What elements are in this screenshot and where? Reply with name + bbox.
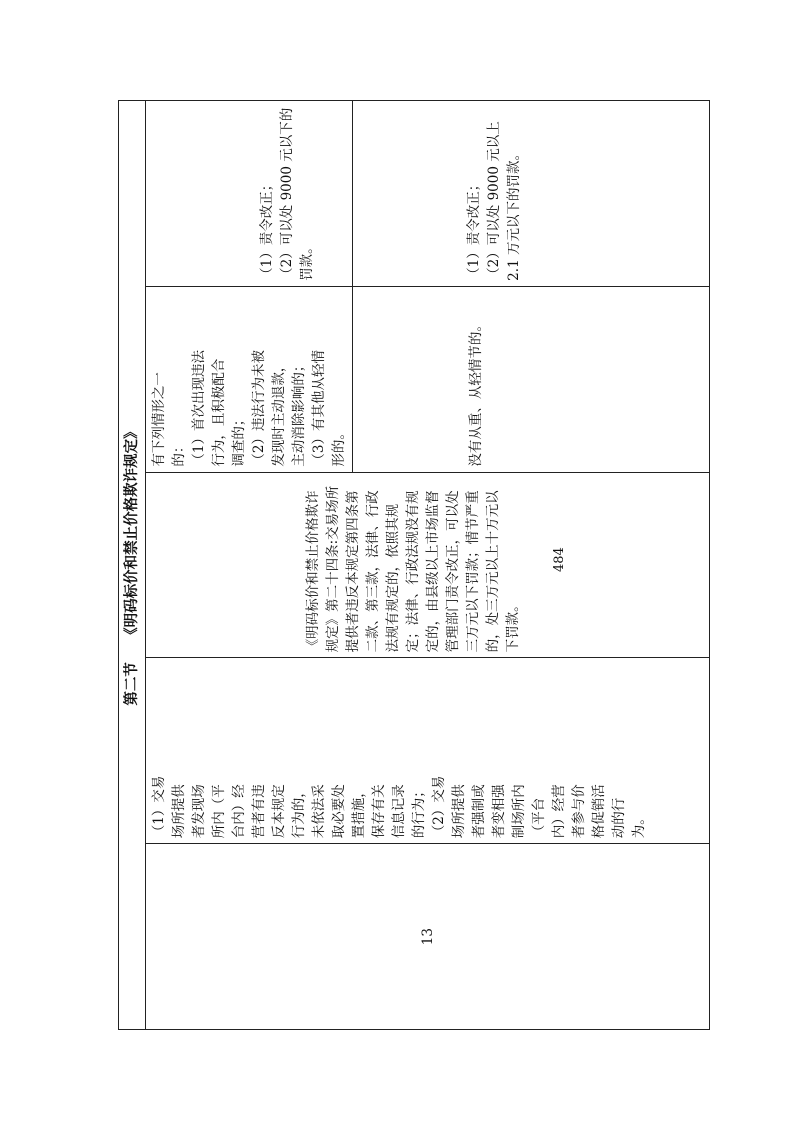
- legal-basis-cell: [146, 472, 710, 658]
- act-line: 者变相强: [491, 784, 507, 839]
- act-line: 保存有关: [371, 784, 387, 839]
- section-title-cell: [119, 101, 146, 1030]
- act-line: 场所提供: [171, 784, 187, 839]
- act-line: 信息记录: [391, 784, 407, 839]
- act-line: 未依法采: [311, 784, 327, 839]
- condition-line: 的：: [171, 439, 187, 467]
- section-header-row: [119, 101, 146, 1030]
- act-line: 场所提供: [451, 784, 467, 839]
- act-line: 制场所内: [511, 784, 527, 839]
- condition-text: 没有从重、从轻情节的。: [468, 318, 484, 467]
- row-number: 13: [146, 844, 710, 1030]
- condition-line: 有下列情形之一: [151, 372, 167, 467]
- act-line: 为。: [631, 811, 647, 839]
- act-line: 台内）经: [231, 784, 247, 839]
- condition-line: 主动消除影响的；: [291, 358, 307, 467]
- act-line: （2）交易: [431, 775, 447, 839]
- condition-line: （2）违法行为未被: [251, 350, 267, 467]
- rotated-page-content: [118, 100, 700, 1030]
- penalty-standard-table: [118, 100, 710, 1030]
- page-number: 484: [552, 547, 567, 572]
- act-line: 格促销活: [591, 784, 607, 839]
- condition-line: 形的。: [331, 426, 347, 467]
- condition-line: （3）有其他从轻情: [311, 350, 327, 467]
- legal-basis-text: 《明码标价和禁止价格欺诈规定》第二十四条:交易场所提供者违反本规定第四条第二款、第三款，法律、行政法规有规定的，依照其规定；法律、行政法规没有规定的，由县级以上市场监督管理部门责令改正，可以处三万元以下罚款；情节严重的，处三万元以上十万元以下罚款。: [305, 485, 521, 653]
- condition-line: 调查的；: [231, 412, 247, 467]
- section-label: 第二节: [124, 662, 140, 706]
- penalty-line: （1）责令改正；: [466, 177, 482, 281]
- penalty-line: （1）责令改正；: [259, 177, 275, 281]
- penalty-line: （2）可以处 9000 元以上 2.1 万元以下的罚款。: [486, 121, 522, 281]
- table-row: [146, 101, 353, 1030]
- light-condition-cell: [146, 286, 353, 472]
- penalty-line: （2）可以处 9000 元以下的罚款。: [279, 107, 315, 281]
- act-line: 反本规定: [271, 784, 287, 839]
- act-line: （平台: [531, 797, 547, 839]
- act-line: 者参与价: [571, 784, 587, 839]
- act-line: 的行为；: [411, 784, 427, 839]
- act-line: 取必要处: [331, 784, 347, 839]
- act-line: 置措施，: [351, 784, 367, 839]
- act-line: 所内（平: [211, 784, 227, 839]
- act-line: 者强制或: [471, 784, 487, 839]
- heavy-penalty-cell: [353, 101, 710, 287]
- act-line: 营者有违: [251, 784, 267, 839]
- condition-line: 发现时主动退款，: [271, 358, 287, 467]
- act-line: （1）交易: [151, 775, 167, 839]
- act-line: 者发现场: [191, 784, 207, 839]
- violation-act-cell: [146, 658, 710, 844]
- act-line: 内）经营: [551, 784, 567, 839]
- section-title: 《明码标价和禁止价格欺诈规定》: [124, 424, 140, 642]
- condition-line: 行为，且积极配合: [211, 358, 227, 467]
- heavy-condition-cell: [353, 286, 710, 472]
- act-line: 行为的，: [291, 784, 307, 839]
- condition-line: （1）首次出现违法: [191, 350, 207, 467]
- light-penalty-cell: [146, 101, 353, 287]
- act-line: 动的行: [611, 797, 627, 839]
